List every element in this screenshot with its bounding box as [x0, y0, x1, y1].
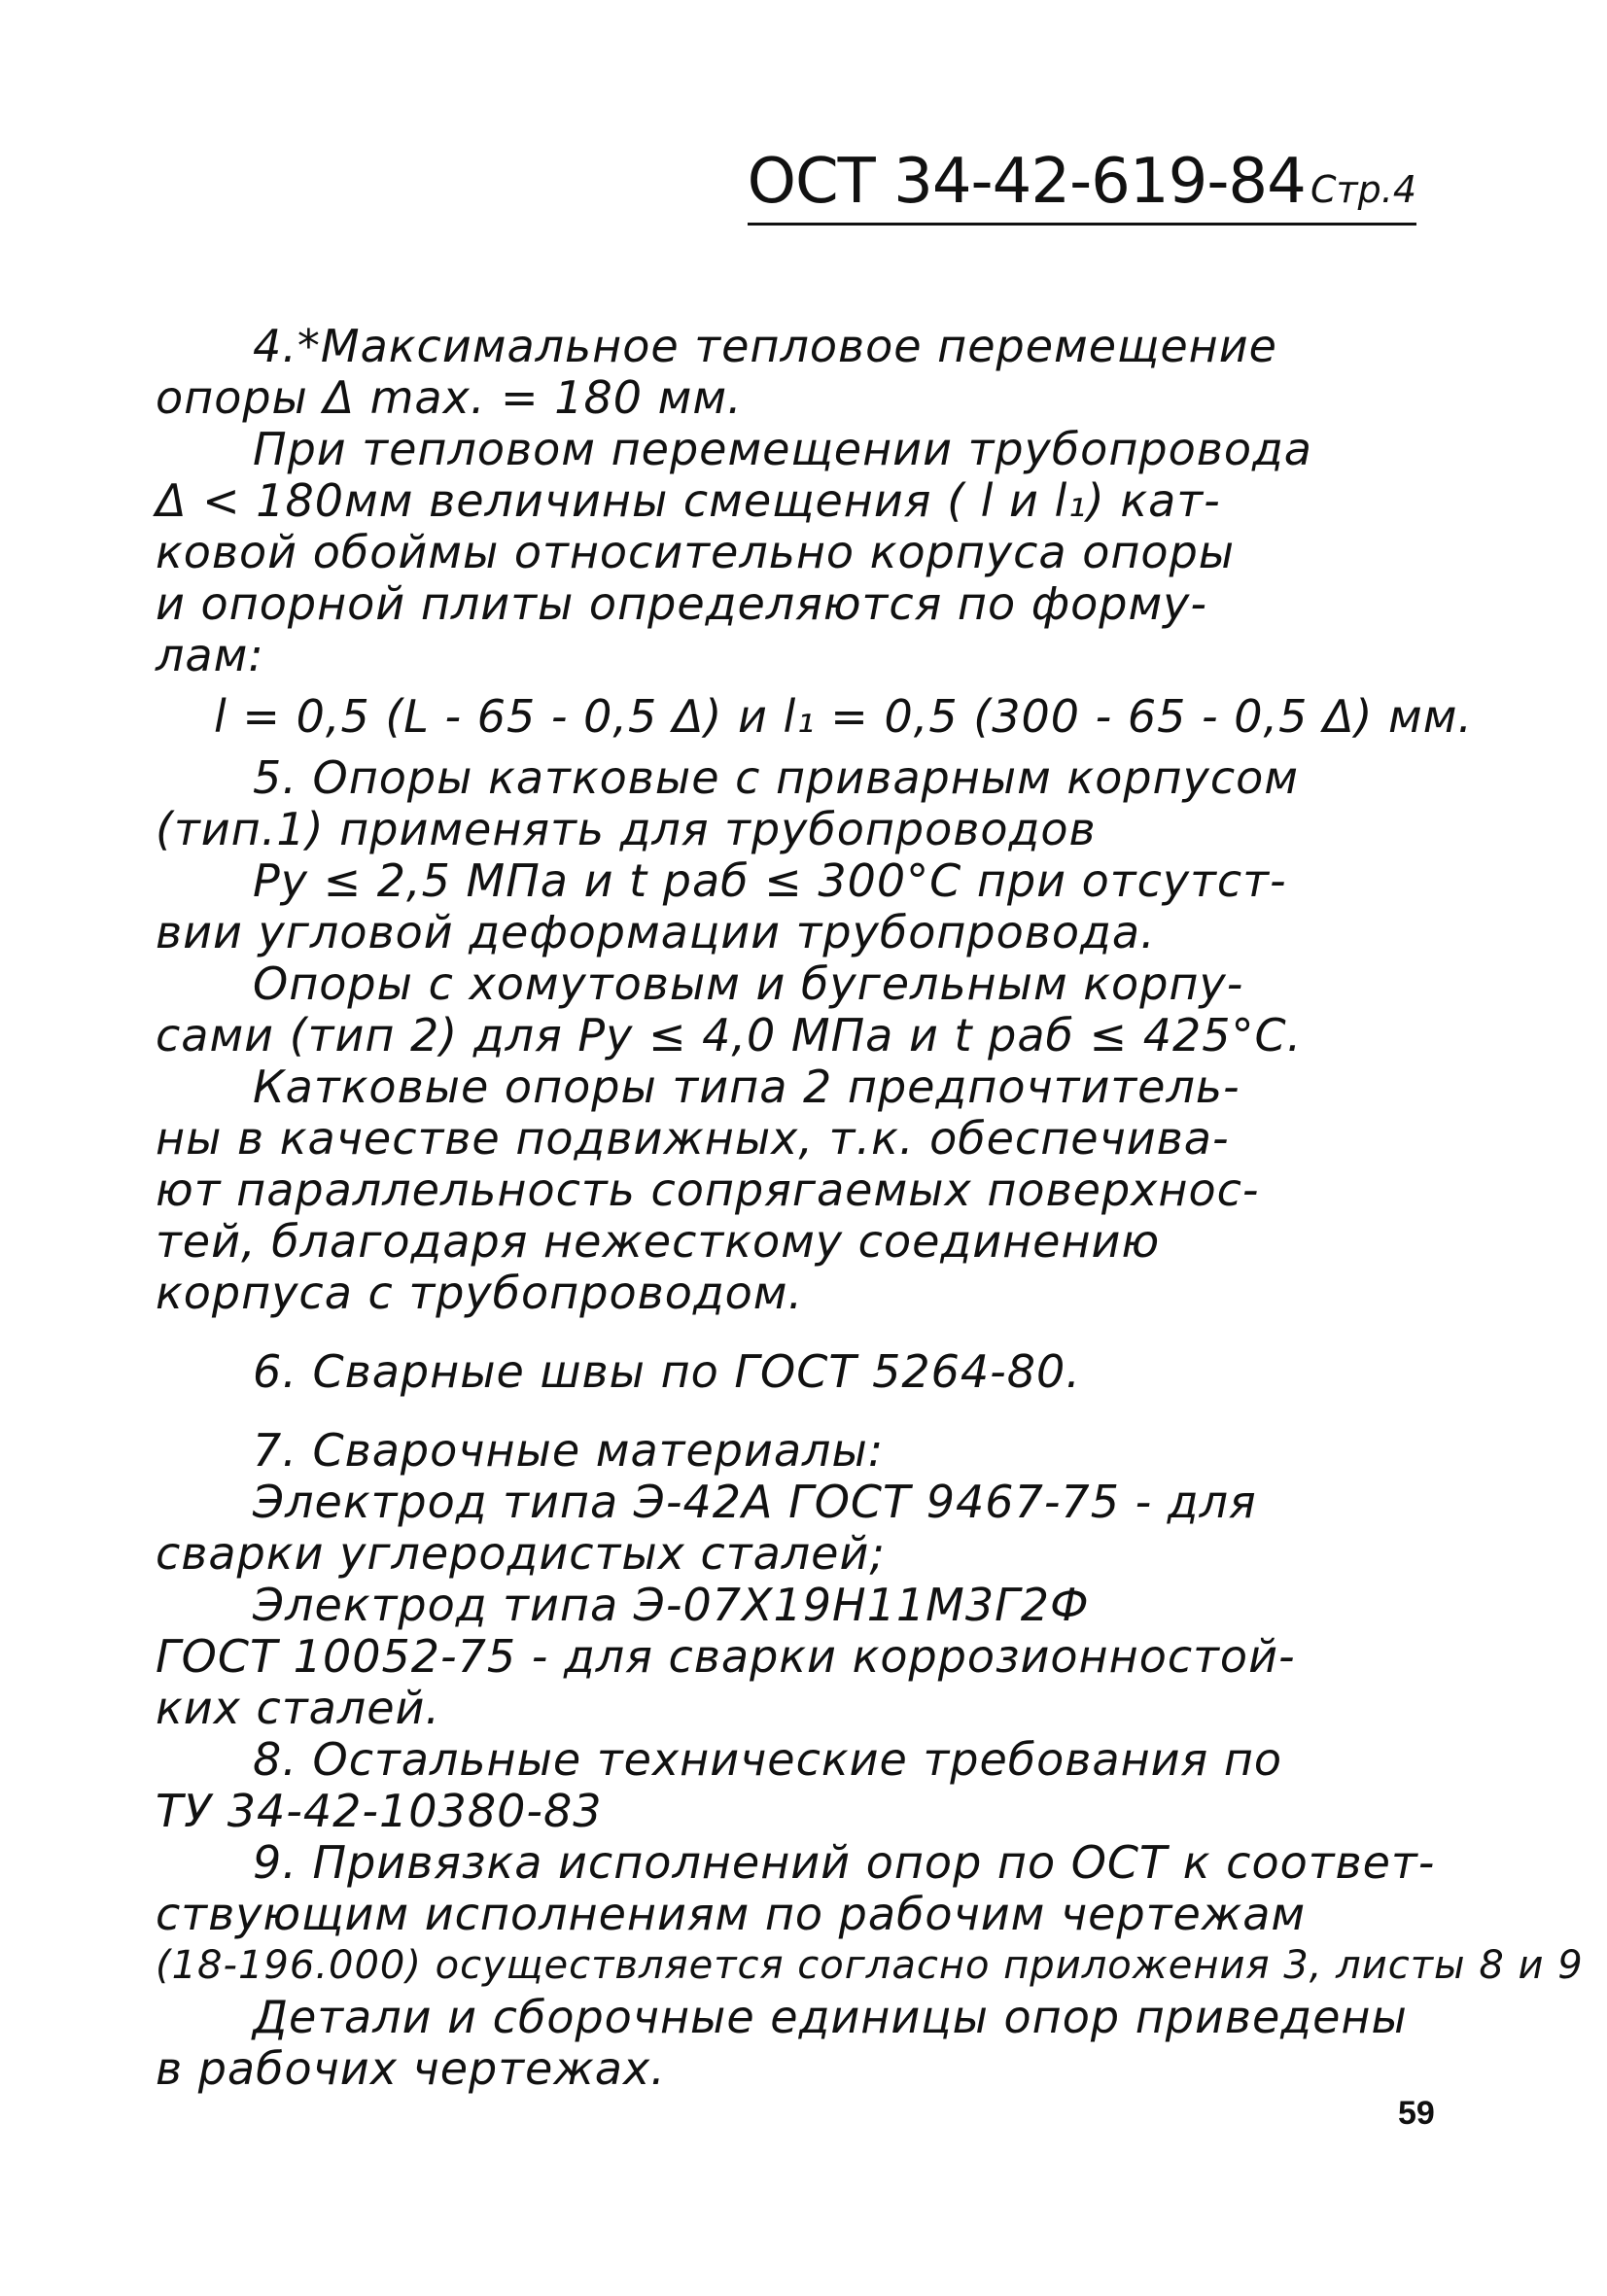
text-line: тей, благодаря нежесткому соединению: [156, 1215, 1161, 1268]
text-line: 4.*Максимальное тепловое перемещение: [253, 320, 1277, 372]
text-line: 7. Сварочные материалы:: [253, 1424, 885, 1477]
text-line: ны в качестве подвижных, т.к. обеспечива-: [156, 1112, 1230, 1165]
page-label: Стр.4: [1310, 168, 1416, 211]
text-line: ствующим исполнениям по рабочим чертежам: [156, 1888, 1307, 1940]
text-line: опоры Δ max. = 180 мм.: [156, 371, 743, 424]
text-line: 5. Опоры катковые с приварным корпусом: [253, 751, 1299, 804]
text-line: Py ≤ 2,5 МПа и t раб ≤ 300°С при отсутст-: [253, 854, 1287, 907]
text-line: ковой обоймы относительно корпуса опоры: [156, 526, 1236, 578]
document-body: [156, 320, 1584, 2095]
text-line: сварки углеродистых сталей;: [156, 1527, 886, 1580]
text-line: в рабочих чертежах.: [156, 2042, 666, 2095]
text-line: ких сталей.: [156, 1682, 441, 1734]
text-line: ют параллельность сопрягаемых поверхнос-: [156, 1164, 1260, 1216]
page-number: 59: [1398, 2095, 1435, 2132]
text-line: лам:: [156, 629, 264, 681]
formula-line: l = 0,5 (L - 65 - 0,5 Δ) и l₁ = 0,5 (300 - 65 - 0,5 Δ) мм.: [214, 690, 1474, 743]
text-line: Детали и сборочные единицы опор приведены: [253, 1991, 1408, 2043]
text-line: 8. Остальные технические требования по: [253, 1733, 1283, 1786]
text-line: и опорной плиты определяются по форму-: [156, 577, 1207, 630]
text-line: (тип.1) применять для трубопроводов: [156, 803, 1097, 855]
text-line: Опоры с хомутовым и бугельным корпу-: [253, 957, 1244, 1010]
text-line: (18-196.000) осуществляется согласно приложения 3, листы 8 и 9: [156, 1943, 1584, 1988]
header-underline: [748, 223, 1416, 226]
text-line: вии угловой деформации трубопровода.: [156, 906, 1156, 958]
text-line: 6. Сварные швы по ГОСТ 5264-80.: [253, 1345, 1081, 1398]
text-line: Электрод типа Э-42А ГОСТ 9467-75 - для: [253, 1476, 1257, 1528]
text-line: 9. Привязка исполнений опор по ОСТ к соответ-: [253, 1836, 1436, 1889]
text-line: ТУ 34-42-10380-83: [156, 1785, 603, 1837]
text-line: Катковые опоры типа 2 предпочтитель-: [253, 1061, 1240, 1113]
text-line: При тепловом перемещении трубопровода: [253, 423, 1312, 475]
text-line: Δ < 180мм величины смещения ( l и l₁) кат-: [156, 474, 1221, 527]
standard-code: ОСТ 34-42-619-84: [747, 146, 1306, 218]
text-line: сами (тип 2) для Py ≤ 4,0 МПа и t раб ≤ 425°С.: [156, 1009, 1303, 1061]
document-header: [748, 146, 1416, 218]
text-line: Электрод типа Э-07Х19Н11М3Г2Ф: [253, 1579, 1090, 1631]
text-line: корпуса с трубопроводом.: [156, 1267, 804, 1319]
text-line: ГОСТ 10052-75 - для сварки коррозионностой-: [156, 1630, 1296, 1683]
